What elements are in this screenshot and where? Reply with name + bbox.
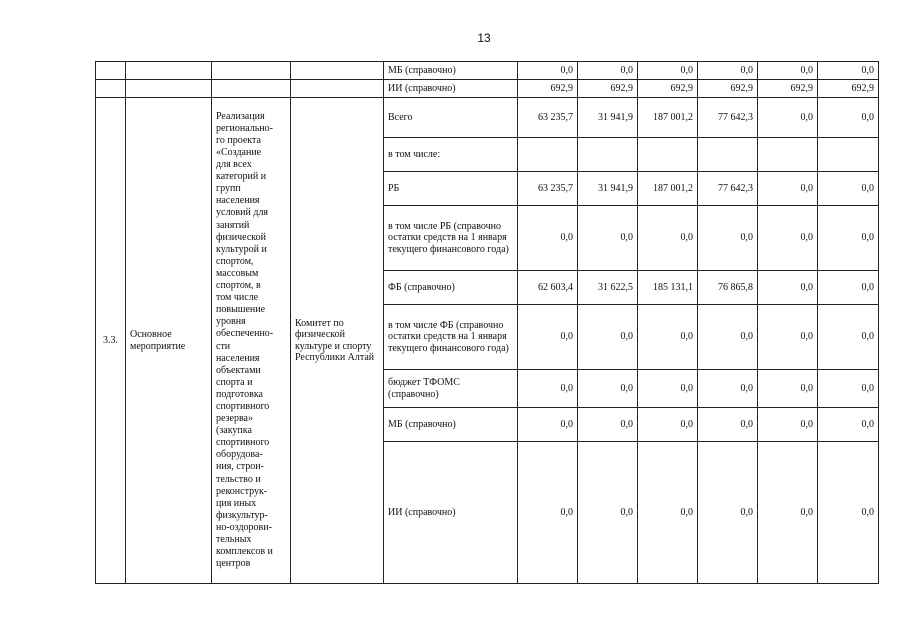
funding-source-cell: ИИ (справочно) xyxy=(384,80,518,98)
value-cell: 31 941,9 xyxy=(578,98,638,138)
value-cell: 0,0 xyxy=(578,408,638,442)
table-body xyxy=(96,62,879,584)
empty-cell xyxy=(212,62,291,80)
value-cell: 0,0 xyxy=(818,370,879,408)
value-cell: 0,0 xyxy=(698,305,758,370)
value-cell xyxy=(518,138,578,172)
description-line: ция иных xyxy=(216,497,257,509)
funding-source-cell: ИИ (справочно) xyxy=(384,442,518,584)
value-cell: 0,0 xyxy=(518,408,578,442)
value-cell: 692,9 xyxy=(518,80,578,98)
value-cell: 0,0 xyxy=(518,305,578,370)
value-cell: 0,0 xyxy=(698,62,758,80)
value-cell: 0,0 xyxy=(578,305,638,370)
value-cell: 77 642,3 xyxy=(698,98,758,138)
empty-cell xyxy=(126,80,212,98)
empty-cell xyxy=(291,62,384,80)
item-number-cell: 3.3. xyxy=(96,98,126,584)
value-cell: 0,0 xyxy=(638,305,698,370)
description-line: го проекта xyxy=(216,134,261,146)
description-line: занятий xyxy=(216,219,250,231)
value-cell: 0,0 xyxy=(758,98,818,138)
value-cell: 0,0 xyxy=(758,408,818,442)
description-line: но-оздорови- xyxy=(216,521,272,533)
description-line: регионально- xyxy=(216,122,274,134)
value-cell: 31 622,5 xyxy=(578,271,638,305)
budget-table xyxy=(95,61,879,584)
value-cell: 0,0 xyxy=(758,370,818,408)
description-line: тельных xyxy=(216,534,252,545)
description-line: Реализация xyxy=(216,110,265,122)
value-cell: 0,0 xyxy=(698,370,758,408)
value-cell: 0,0 xyxy=(578,370,638,408)
value-cell: 185 131,1 xyxy=(638,271,698,305)
description-line: групп xyxy=(216,183,241,195)
value-cell: 0,0 xyxy=(518,62,578,80)
value-cell: 76 865,8 xyxy=(698,271,758,305)
value-cell: 0,0 xyxy=(758,442,818,584)
value-cell: 0,0 xyxy=(638,408,698,442)
description-line: сти xyxy=(216,340,231,352)
value-cell: 0,0 xyxy=(638,206,698,271)
value-cell: 0,0 xyxy=(518,206,578,271)
description-line: для всех xyxy=(216,159,252,171)
empty-cell xyxy=(96,62,126,80)
table-row xyxy=(96,80,879,98)
value-cell: 0,0 xyxy=(698,206,758,271)
value-cell: 0,0 xyxy=(698,408,758,442)
funding-source-cell: ФБ (справочно) xyxy=(384,271,518,305)
item-kind-cell: Основное мероприятие xyxy=(126,98,212,584)
value-cell: 692,9 xyxy=(698,80,758,98)
description-line: резерва» xyxy=(216,413,253,425)
value-cell xyxy=(758,138,818,172)
funding-source-cell: в том числе РБ (справочно остатки средств на 1 января текущего финансового года) xyxy=(384,206,518,271)
value-cell: 31 941,9 xyxy=(578,172,638,206)
description-line: спорта и xyxy=(216,376,253,388)
value-cell: 0,0 xyxy=(698,442,758,584)
description-line: обеспеченно- xyxy=(216,328,274,340)
value-cell: 0,0 xyxy=(758,62,818,80)
value-cell: 0,0 xyxy=(758,206,818,271)
funding-source-cell: МБ (справочно) xyxy=(384,408,518,442)
funding-source-cell: МБ (справочно) xyxy=(384,62,518,80)
value-cell: 692,9 xyxy=(578,80,638,98)
value-cell: 0,0 xyxy=(758,271,818,305)
value-cell: 187 001,2 xyxy=(638,98,698,138)
description-line: ния, строи- xyxy=(216,461,264,473)
description-line: физической xyxy=(216,231,266,243)
description-line: культурой и xyxy=(216,243,267,255)
page-number: 13 xyxy=(477,31,491,45)
value-cell: 187 001,2 xyxy=(638,172,698,206)
description-line: том числе xyxy=(216,292,259,304)
value-cell: 62 603,4 xyxy=(518,271,578,305)
value-cell: 77 642,3 xyxy=(698,172,758,206)
description-line: условий для xyxy=(216,207,269,219)
value-cell: 692,9 xyxy=(758,80,818,98)
description-line: уровня xyxy=(216,316,246,328)
value-cell: 692,9 xyxy=(638,80,698,98)
description-line: (закупка xyxy=(216,425,252,437)
value-cell: 0,0 xyxy=(818,442,879,584)
value-cell: 0,0 xyxy=(758,172,818,206)
description-line: физкультур- xyxy=(216,509,268,521)
description-line: оборудова- xyxy=(216,449,263,461)
value-cell xyxy=(578,138,638,172)
funding-source-cell: в том числе ФБ (справочно остатки средств на 1 января текущего финансового года) xyxy=(384,305,518,370)
funding-source-cell: РБ xyxy=(384,172,518,206)
value-cell: 63 235,7 xyxy=(518,172,578,206)
description-line: «Создание xyxy=(216,147,262,158)
value-cell: 0,0 xyxy=(818,206,879,271)
description-line: категорий и xyxy=(216,171,267,183)
item-description-cell xyxy=(212,98,291,584)
value-cell: 0,0 xyxy=(578,206,638,271)
description-line: тельство и xyxy=(216,473,261,485)
value-cell xyxy=(638,138,698,172)
value-cell: 0,0 xyxy=(818,62,879,80)
value-cell: 692,9 xyxy=(818,80,879,98)
empty-cell xyxy=(126,62,212,80)
description-line: спортивного xyxy=(216,400,270,412)
funding-source-cell: бюджет ТФОМС (справочно) xyxy=(384,370,518,408)
description-line: населения xyxy=(216,352,260,364)
description-line: спортом, xyxy=(216,255,254,267)
value-cell: 63 235,7 xyxy=(518,98,578,138)
description-line: подготовка xyxy=(216,388,263,400)
item-executor-cell: Комитет по физической культуре и спорту Республики Алтай xyxy=(291,98,384,584)
table-row xyxy=(96,62,879,80)
description-line: спортом, в xyxy=(216,280,261,292)
value-cell: 0,0 xyxy=(818,408,879,442)
value-cell: 0,0 xyxy=(518,370,578,408)
value-cell: 0,0 xyxy=(518,442,578,584)
description-line: реконструк- xyxy=(216,485,268,497)
description-line: объектами xyxy=(216,364,261,376)
empty-cell xyxy=(96,80,126,98)
description-line: комплексов и xyxy=(216,546,273,558)
value-cell xyxy=(698,138,758,172)
description-line: спортивного xyxy=(216,437,270,449)
value-cell: 0,0 xyxy=(578,442,638,584)
description-line: центров xyxy=(216,558,251,570)
empty-cell xyxy=(212,80,291,98)
value-cell: 0,0 xyxy=(638,442,698,584)
value-cell: 0,0 xyxy=(818,305,879,370)
description-line: повышение xyxy=(216,304,266,316)
value-cell: 0,0 xyxy=(818,172,879,206)
value-cell: 0,0 xyxy=(638,62,698,80)
value-cell: 0,0 xyxy=(818,271,879,305)
value-cell: 0,0 xyxy=(578,62,638,80)
empty-cell xyxy=(291,80,384,98)
value-cell: 0,0 xyxy=(758,305,818,370)
table-row xyxy=(96,98,879,138)
description-line: населения xyxy=(216,195,260,207)
value-cell: 0,0 xyxy=(818,98,879,138)
funding-source-cell: Всего xyxy=(384,98,518,138)
value-cell: 0,0 xyxy=(638,370,698,408)
value-cell xyxy=(818,138,879,172)
description-line: массовым xyxy=(216,267,259,279)
funding-source-cell: в том числе: xyxy=(384,138,518,172)
